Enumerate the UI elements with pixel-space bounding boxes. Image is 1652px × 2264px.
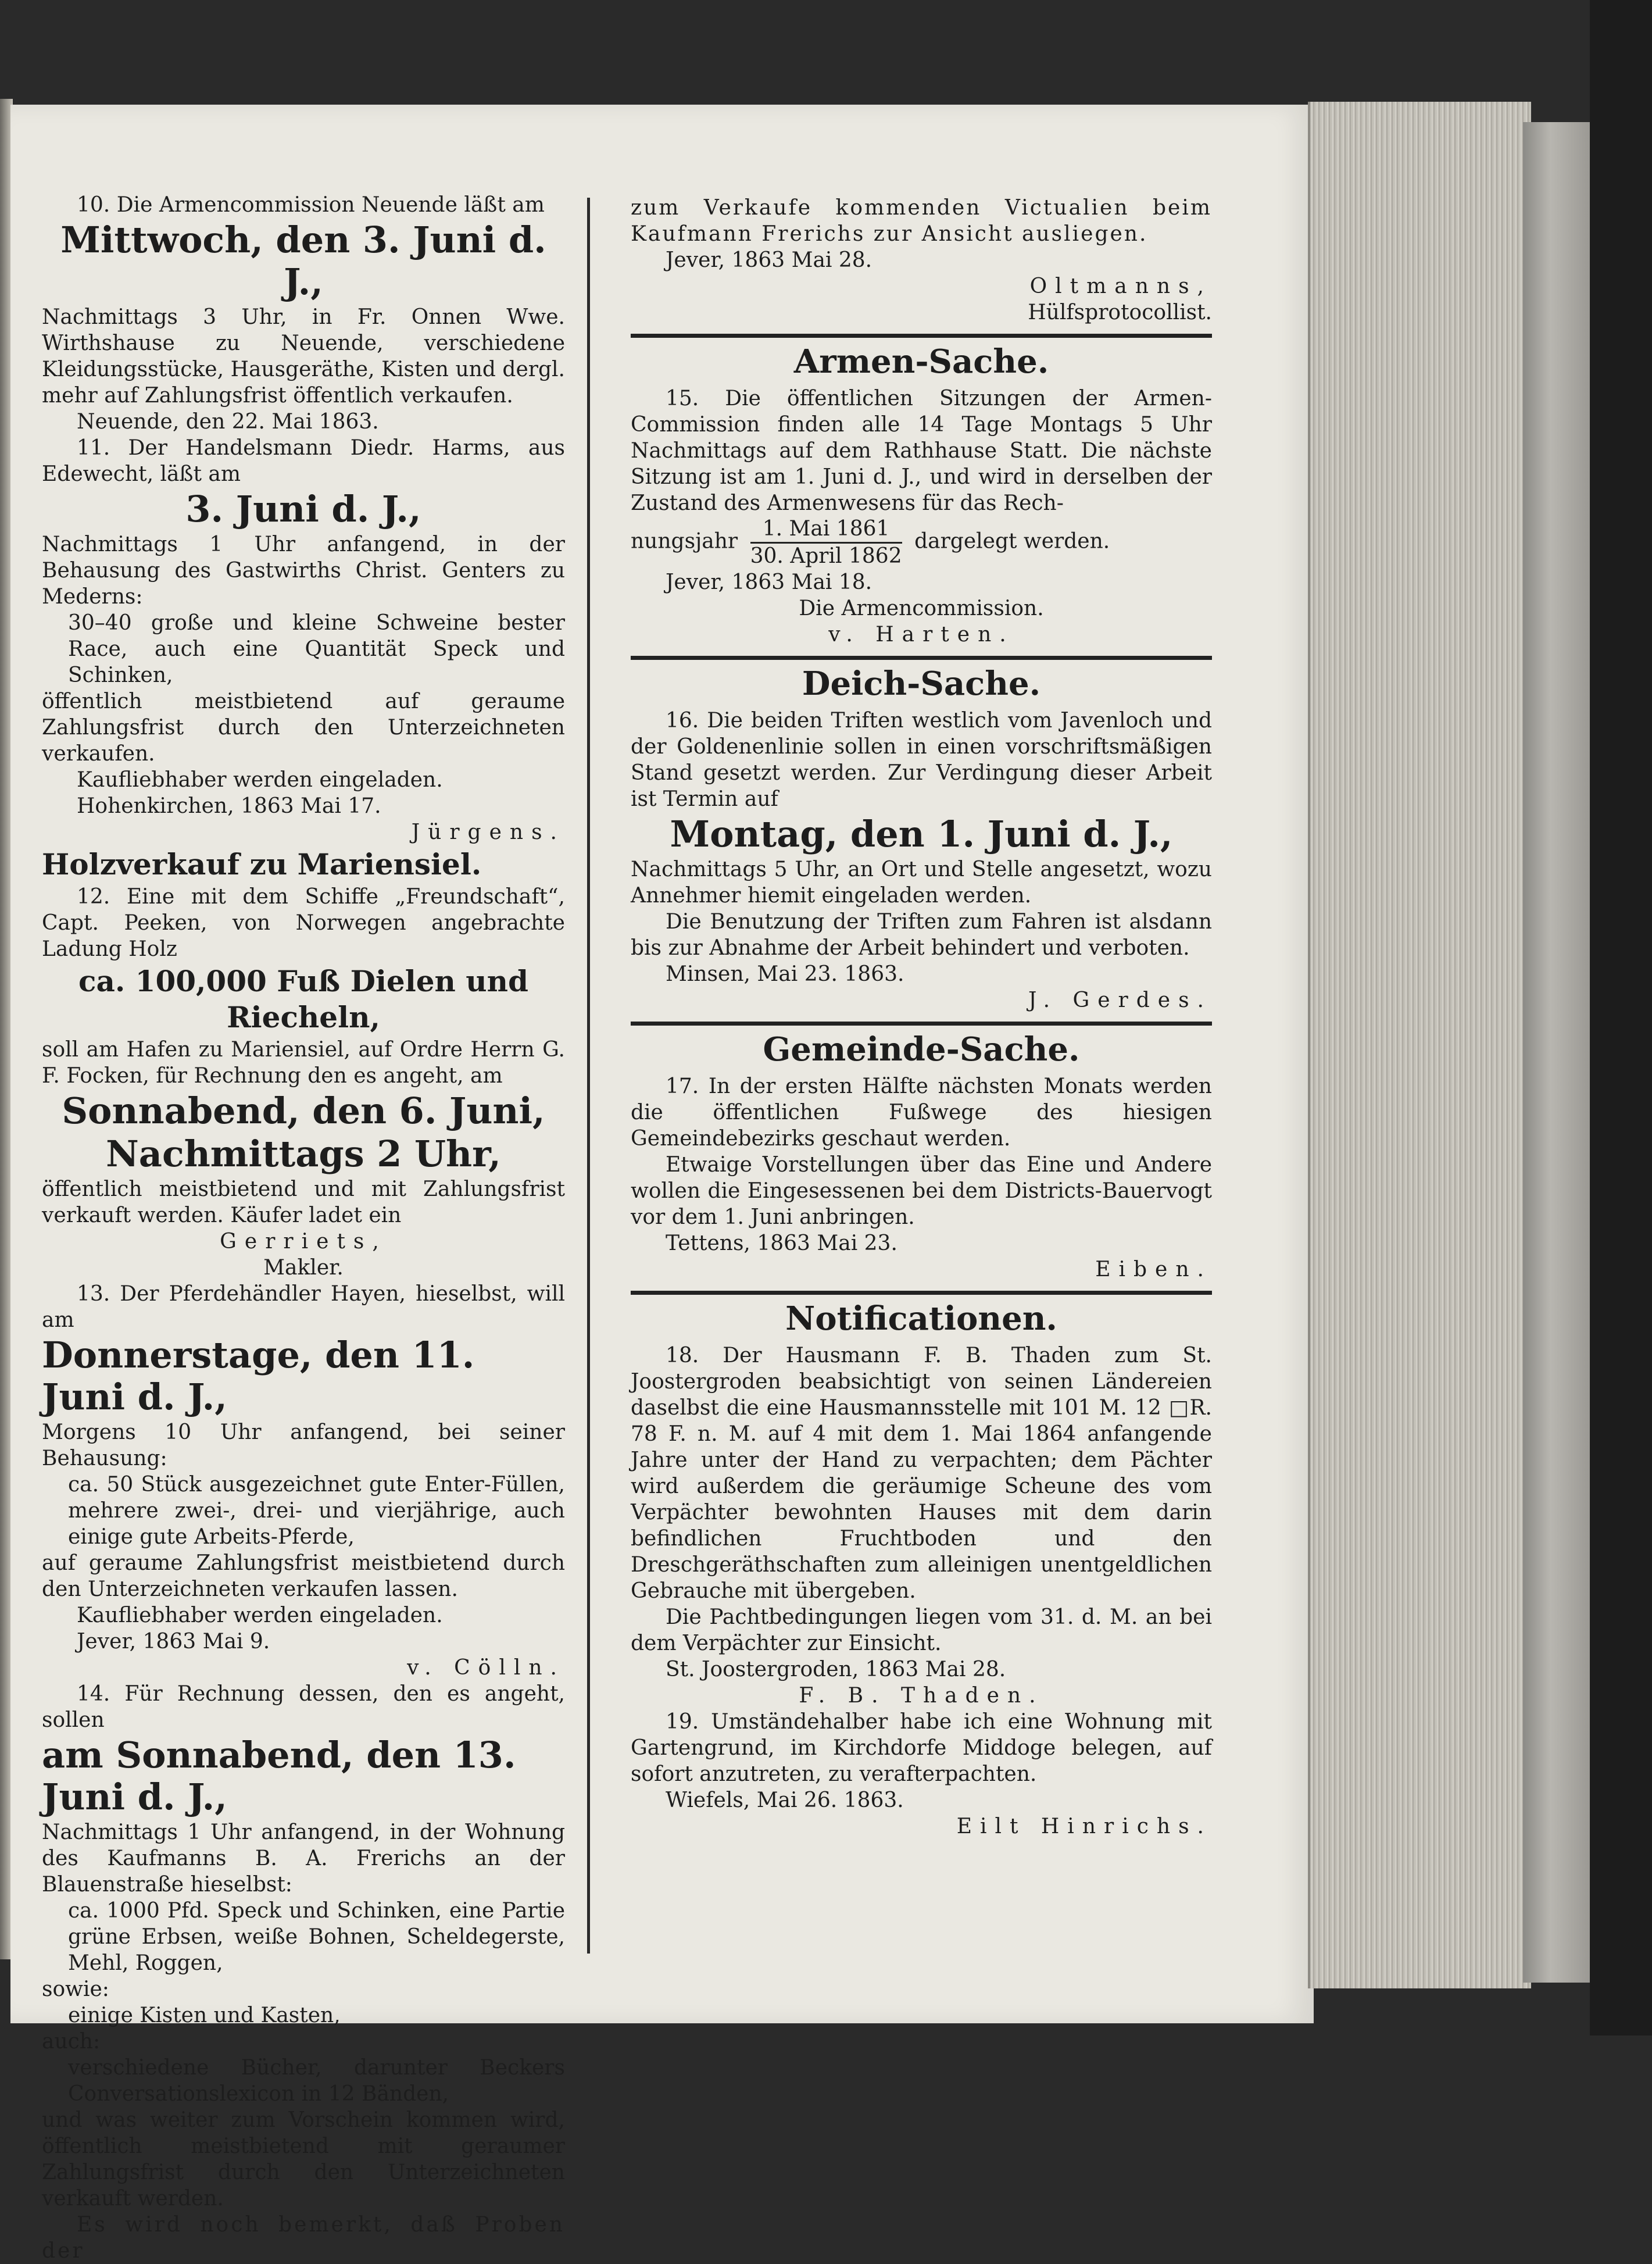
armen-org: Die Armencommission. <box>799 597 1044 620</box>
book-cover-edge <box>1523 122 1592 1983</box>
notif-body: 18. Der Hausmann F. B. Thaden zum St. Joostergroden beabsichtigt von seinen Ländereien daselbst die eine Hausmannsstelle mit 101 M. 12 □R. 78 F. n. M. auf 4 mit dem 1. Mai 1864 anfangende Jahre unter der Hand zu verpachten; dem Pächter wird außerdem die geräumige Scheune des vom Verpächter bewohnten Hauses mit dem darin befindlichen Fruchtboden und den Dreschgeräthschaften zum alleinigen unentgeldlichen Gebrauche mit übergeben. <box>631 1344 1212 1603</box>
notice-11-body2: öffentlich meistbietend auf geraume Zahlungsfrist durch den Unterzeichneten verkaufen. <box>42 690 565 766</box>
gemeinde-body2: Etwaige Vorstellungen über das Eine und Andere wollen die Eingesessenen bei dem Districts-Bauervogt vor dem 1. Juni anbringen. <box>631 1153 1212 1229</box>
notice-12-intro: 12. Eine mit dem Schiffe „Freundschaft“, Capt. Peeken, von Norwegen angebrachte Ladung Holz <box>42 885 565 961</box>
notice-13-body: Morgens 10 Uhr anfangend, bei seiner Behausung: <box>42 1420 565 1470</box>
notice-11-date: 3. Juni d. J., <box>185 488 421 530</box>
gemeinde-place: Tettens, 1863 Mai 23. <box>666 1231 897 1255</box>
notice-14 <box>42 1681 565 2264</box>
armen-place: Jever, 1863 Mai 18. <box>666 570 873 594</box>
section-gemeinde <box>631 1029 1212 1283</box>
gemeinde-body: 17. In der ersten Hälfte nächsten Monats werden die öffentlichen Fußwege des hiesigen Gemeindebezirks geschaut werden. <box>631 1074 1212 1151</box>
deich-body2: Nachmittags 5 Uhr, an Ort und Stelle angesetzt, wozu Annehmer hiemit eingeladen werden. <box>631 858 1212 908</box>
continued-place: Jever, 1863 Mai 28. <box>666 248 873 272</box>
section-rule-3 <box>631 1022 1212 1026</box>
notice-12 <box>42 847 565 1281</box>
notice-14-auch: auch: <box>42 2030 101 2054</box>
section-rule-1 <box>631 334 1212 338</box>
notice-14-intro: 14. Für Rechnung dessen, den es angeht, sollen <box>42 1682 565 1732</box>
continued-signature-title: Hülfsprotocollist. <box>1028 301 1212 324</box>
notice-11-buyers: Kaufliebhaber werden eingeladen. <box>77 768 443 792</box>
notice-10-body: Nachmittags 3 Uhr, in Fr. Onnen Wwe. Wirthshause zu Neuende, verschiedene Kleidungsstücke, Hausgeräthe, Kisten und dergl. mehr auf Zahlungsfrist öffentlich verkaufen. <box>42 305 565 408</box>
notice-13-place: Jever, 1863 Mai 9. <box>77 1630 270 1654</box>
armen-signature: v. Harten. <box>828 623 1014 647</box>
notice-12-body: soll am Hafen zu Mariensiel, auf Ordre Herrn G. F. Focken, für Rechnung den es angeht, am <box>42 1038 565 1088</box>
notif-heading: Notificationen. <box>785 1299 1057 1338</box>
armen-fraction-bottom: 30. April 1862 <box>750 544 902 568</box>
notice-14-item-2: einige Kisten und Kasten, <box>68 2004 341 2027</box>
armen-pre: nungsjahr <box>631 529 738 553</box>
notice-11-item: 30–40 große und kleine Schweine bester Race, auch eine Quantität Speck und Schinken, <box>68 611 565 687</box>
notice-14-continued <box>631 195 1212 326</box>
armen-heading: Armen-Sache. <box>793 342 1049 381</box>
notice-19-signature: Eilt Hinrichs. <box>956 1815 1212 1838</box>
armen-fraction <box>750 516 902 569</box>
notice-12-time: Nachmittags 2 Uhr, <box>106 1133 501 1175</box>
notice-11-intro: 11. Der Handelsmann Diedr. Harms, aus Edewecht, läßt am <box>42 436 565 486</box>
notice-11-signature: Jürgens. <box>411 820 565 844</box>
gemeinde-heading: Gemeinde-Sache. <box>763 1030 1080 1069</box>
armen-fraction-line <box>631 516 1212 569</box>
armen-fraction-top: 1. Mai 1861 <box>750 516 902 544</box>
section-deich <box>631 663 1212 1013</box>
notice-11 <box>42 435 565 845</box>
notice-14-sowie: sowie: <box>42 1977 109 2001</box>
notice-12-signature: Gerriets, <box>220 1230 387 1254</box>
deich-body3: Die Benutzung der Triften zum Fahren ist alsdann bis zur Abnahme der Arbeit behindert und verboten. <box>631 910 1212 960</box>
notice-12-date: Sonnabend, den 6. Juni, <box>62 1090 545 1132</box>
notice-10-date: Mittwoch, den 3. Juni d. J., <box>60 219 546 303</box>
deich-heading: Deich-Sache. <box>802 665 1041 703</box>
column-divider <box>587 198 590 1954</box>
page-stack-edge <box>1308 102 1531 1988</box>
notice-13-item: ca. 50 Stück ausgezeichnet gute Enter-Füllen, mehrere zwei-, drei- und vierjährige, auch einige gute Arbeits-Pferde, <box>68 1473 565 1549</box>
notice-10-intro: 10. Die Armencommission Neuende läßt am <box>77 193 545 217</box>
deich-date: Montag, den 1. Juni d. J., <box>670 813 1173 855</box>
notice-19-place: Wiefels, Mai 26. 1863. <box>666 1788 904 1812</box>
notice-12-signature-title: Makler. <box>263 1256 344 1280</box>
section-rule-2 <box>631 656 1212 660</box>
notice-11-body: Nachmittags 1 Uhr anfangend, in der Behausung des Gastwirths Christ. Genters zu Mederns: <box>42 533 565 609</box>
notice-13-intro: 13. Der Pferdehändler Hayen, hieselbst, will am <box>42 1282 565 1332</box>
deich-body: 16. Die beiden Triften westlich vom Javenloch und der Goldenenlinie sollen in einen vorschriftsmäßigen Stand gesetzt werden. Zur Verdingung dieser Arbeit ist Termin auf <box>631 709 1212 811</box>
notice-12-title: Holzverkauf zu Mariensiel. <box>42 847 482 881</box>
notice-12-body2: öffentlich meistbietend und mit Zahlungsfrist verkauft werden. Käufer ladet ein <box>42 1177 565 1227</box>
section-rule-4 <box>631 1291 1212 1295</box>
notice-14-body: Nachmittags 1 Uhr anfangend, in der Wohnung des Kaufmanns B. A. Frerichs an der Blauenstraße hieselbst: <box>42 1820 565 1897</box>
continued-text: zum Verkaufe kommenden Victualien beim Kaufmann Frerichs zur Ansicht ausliegen. <box>631 196 1212 246</box>
notif-signature: F. B. Thaden. <box>799 1684 1044 1708</box>
notif-place: St. Joostergroden, 1863 Mai 28. <box>666 1658 1006 1681</box>
notice-13-signature: v. Cölln. <box>407 1656 565 1680</box>
notice-13-body2: auf geraume Zahlungsfrist meistbietend durch den Unterzeichneten verkaufen lassen. <box>42 1551 565 1601</box>
armen-post: dargelegt werden. <box>914 529 1110 553</box>
notice-14-item-1: ca. 1000 Pfd. Speck und Schinken, eine Partie grüne Erbsen, weiße Bohnen, Scheldegerste, Mehl, Roggen, <box>68 1899 565 1975</box>
notice-13 <box>42 1281 565 1681</box>
armen-body: 15. Die öffentlichen Sitzungen der Armen-Commission finden alle 14 Tage Montags 5 Uhr Nachmittags auf dem Rathhause Statt. Die nächste Sitzung ist am 1. Juni d. J., und wird in derselben der Zustand des Armenwesens für das Rech- <box>631 387 1212 515</box>
notice-14-item-3: verschiedene Bücher, darunter Beckers Conversationslexicon in 12 Bänden, <box>68 2056 565 2106</box>
notice-11-place: Hohenkirchen, 1863 Mai 17. <box>77 794 381 818</box>
notice-10 <box>42 192 565 435</box>
notice-13-buyers: Kaufliebhaber werden eingeladen. <box>77 1604 443 1627</box>
notice-19-body: 19. Umständehalber habe ich eine Wohnung mit Gartengrund, im Kirchdorfe Middoge belegen, auf sofort anzutreten, zu verafterpachten. <box>631 1710 1212 1786</box>
notif-body2: Die Pachtbedingungen liegen vom 31. d. M. an bei dem Verpächter zur Einsicht. <box>631 1605 1212 1655</box>
right-column <box>631 195 1212 1840</box>
notice-13-date: Donnerstage, den 11. Juni d. J., <box>42 1334 475 1418</box>
gemeinde-signature: Eiben. <box>1095 1258 1212 1281</box>
section-notificationen <box>631 1298 1212 1840</box>
left-column <box>42 192 565 2264</box>
notice-14-date: am Sonnabend, den 13. Juni d. J., <box>42 1734 516 1818</box>
deich-place: Minsen, Mai 23. 1863. <box>666 962 904 986</box>
notice-12-quantity: ca. 100,000 Fuß Dielen und Riecheln, <box>78 964 528 1034</box>
notice-10-place: Neuende, den 22. Mai 1863. <box>77 410 379 434</box>
background-dark <box>1590 0 1652 2036</box>
notice-14-body2: und was weiter zum Vorschein kommen wird, öffentlich meistbietend mit geraumer Zahlungsfrist durch den Unterzeichneten verkauft werden. <box>42 2108 565 2211</box>
notice-14-note: Es wird noch bemerkt, daß Proben der <box>42 2213 565 2263</box>
deich-signature: J. Gerdes. <box>1028 988 1212 1012</box>
continued-signature: Oltmanns, <box>1029 274 1212 298</box>
section-armen <box>631 341 1212 648</box>
